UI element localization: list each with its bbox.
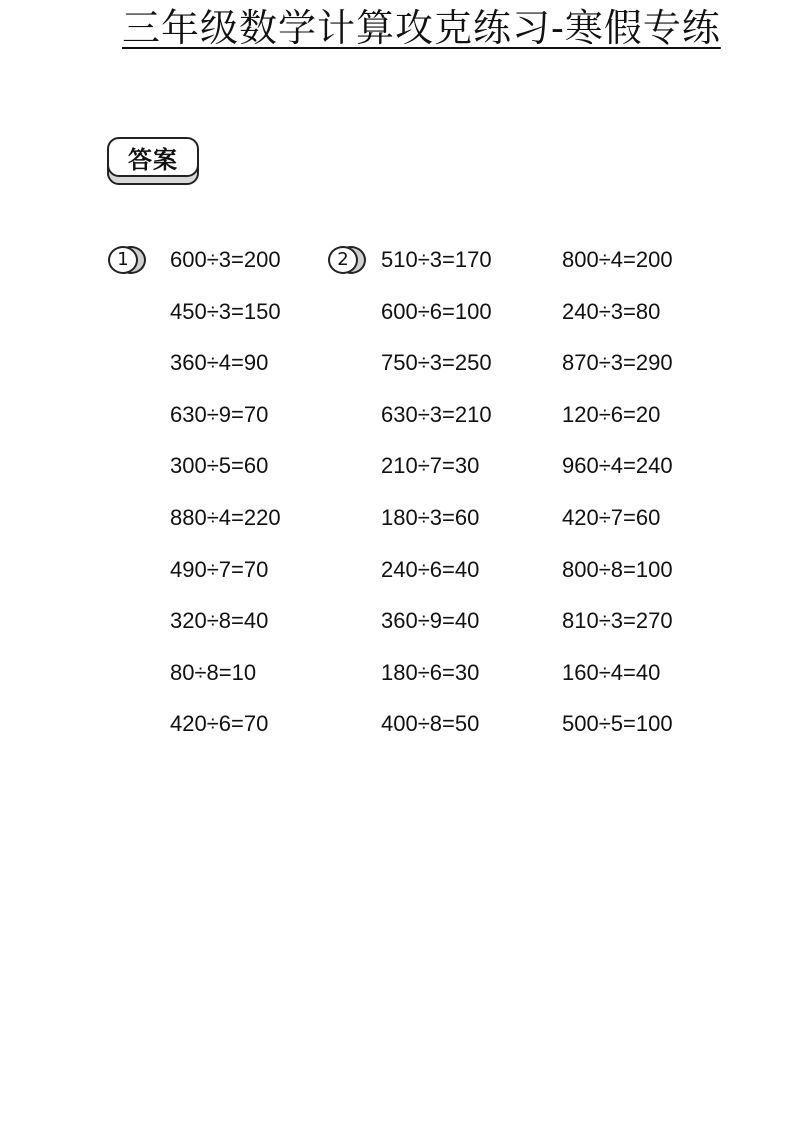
equation: 750÷3=250 — [381, 350, 492, 376]
equation: 630÷9=70 — [170, 401, 269, 427]
equation: 80÷8=10 — [170, 659, 257, 685]
answer-tag — [107, 137, 199, 185]
equation: 360÷9=40 — [381, 608, 480, 634]
section-number-badge — [328, 246, 374, 276]
equation: 300÷5=60 — [170, 453, 269, 479]
section-number: 1 — [108, 246, 138, 274]
equation: 180÷3=60 — [381, 504, 480, 530]
equation: 360÷4=90 — [170, 350, 269, 376]
equation: 810÷3=270 — [562, 608, 673, 634]
page-title: 三年级数学计算攻克练习-寒假专练 — [122, 6, 721, 50]
equation: 510÷3=170 — [381, 247, 492, 272]
equation: 160÷4=40 — [562, 659, 661, 685]
section-number-badge — [108, 246, 154, 276]
equation: 870÷3=290 — [562, 350, 673, 376]
equation: 180÷6=30 — [381, 659, 480, 685]
equation: 120÷6=20 — [562, 401, 661, 427]
equation: 500÷5=100 — [562, 711, 673, 737]
equation-column-2 — [381, 244, 492, 760]
equation: 600÷3=200 — [170, 247, 281, 272]
equation: 240÷3=80 — [562, 298, 661, 324]
answer-label: 答案 — [107, 137, 199, 177]
equation: 450÷3=150 — [170, 298, 281, 324]
section-number: 2 — [328, 246, 358, 274]
equation: 490÷7=70 — [170, 556, 269, 582]
equation: 600÷6=100 — [381, 298, 492, 324]
equation: 420÷6=70 — [170, 711, 269, 737]
equation: 420÷7=60 — [562, 504, 661, 530]
equation: 240÷6=40 — [381, 556, 480, 582]
equation: 630÷3=210 — [381, 401, 492, 427]
equation: 960÷4=240 — [562, 453, 673, 479]
equation: 320÷8=40 — [170, 608, 269, 634]
equation: 400÷8=50 — [381, 711, 480, 737]
equation-column-1 — [170, 244, 281, 760]
equation: 880÷4=220 — [170, 504, 281, 530]
equation: 800÷4=200 — [562, 247, 673, 272]
equation: 800÷8=100 — [562, 556, 673, 582]
equation: 210÷7=30 — [381, 453, 480, 479]
equation-column-3 — [562, 244, 673, 760]
